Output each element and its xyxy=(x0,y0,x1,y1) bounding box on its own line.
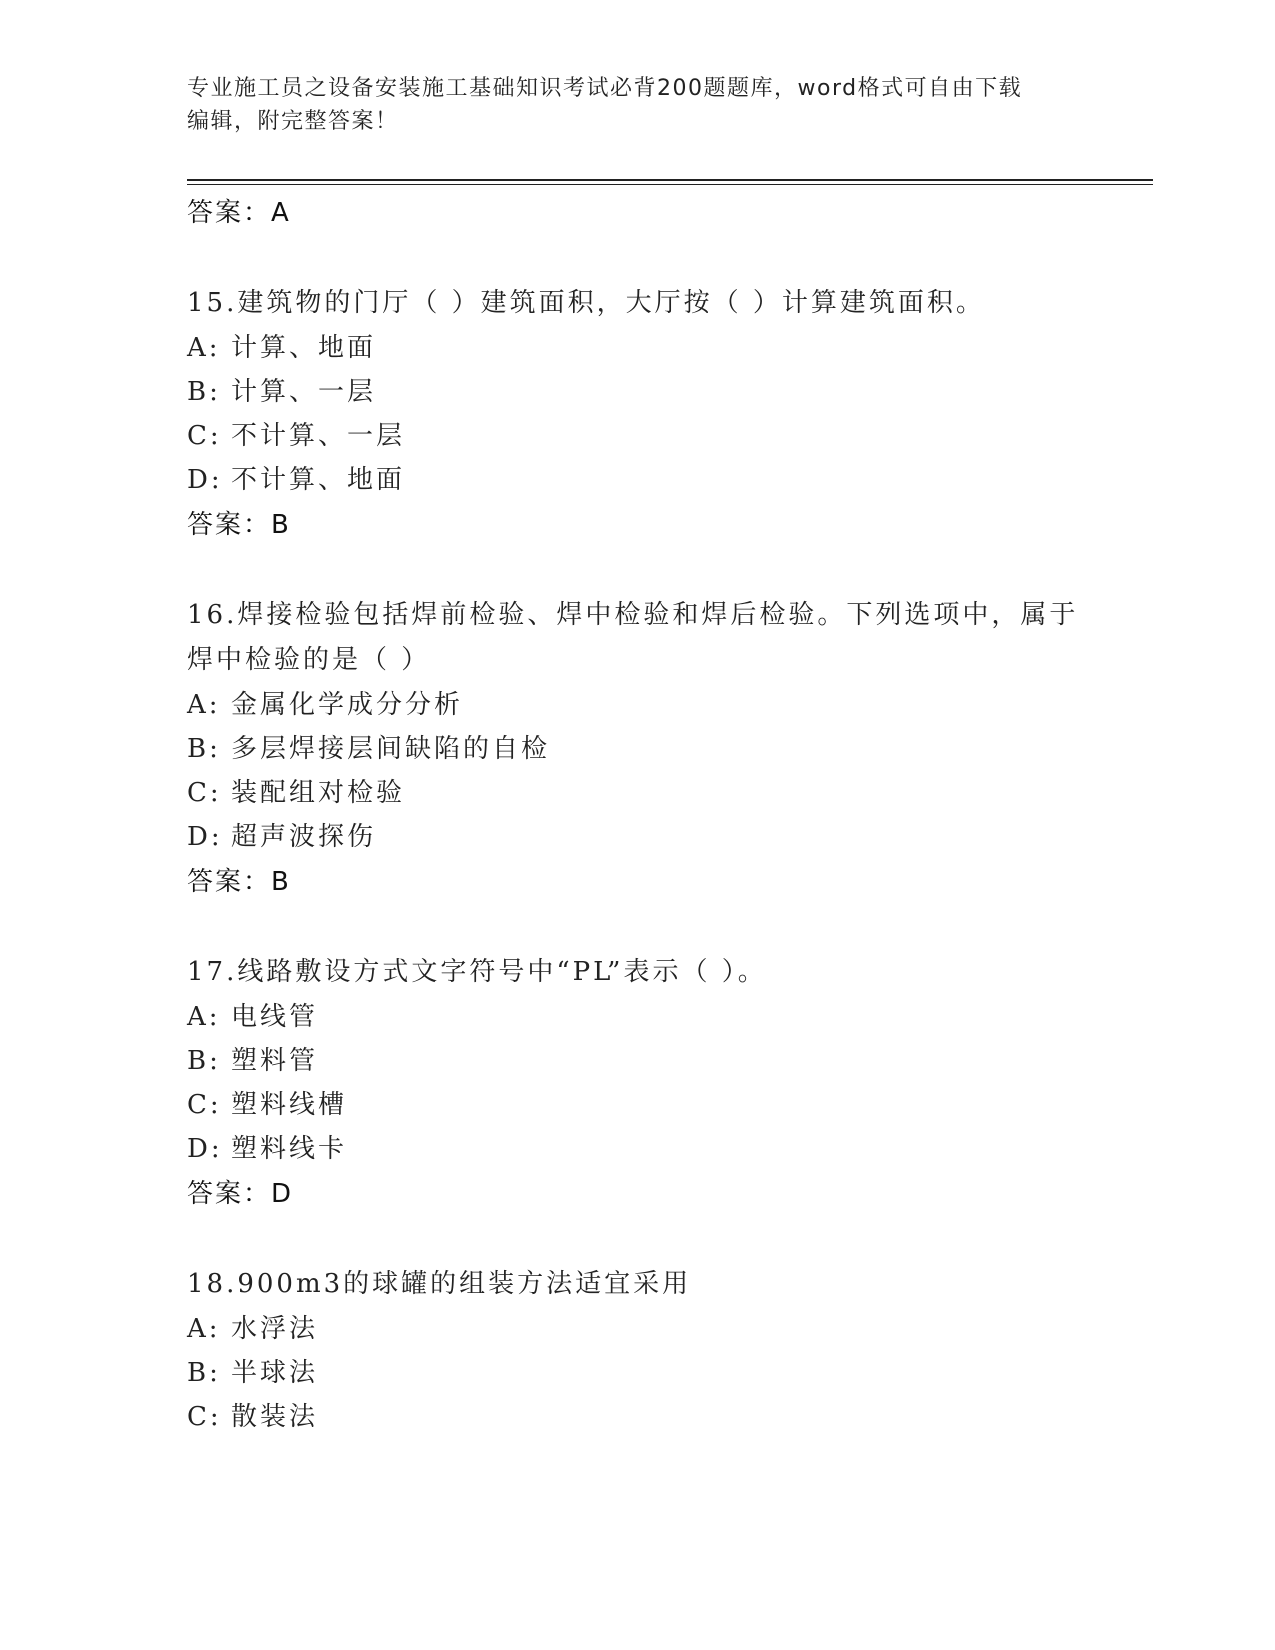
option-text: 水浮法 xyxy=(231,1314,319,1344)
option-letter: B: xyxy=(187,1046,221,1076)
option-c xyxy=(187,1084,347,1121)
option-text: 塑料管 xyxy=(231,1046,319,1076)
option-letter: A: xyxy=(187,333,221,363)
option-letter: A: xyxy=(187,1002,221,1032)
option-b xyxy=(187,371,376,408)
header-rule-thick xyxy=(187,179,1153,181)
option-b xyxy=(187,1352,318,1389)
option-text: 塑料线槽 xyxy=(231,1090,348,1120)
document-header xyxy=(187,72,1087,138)
option-letter: B: xyxy=(187,734,221,764)
option-letter: B: xyxy=(187,1358,221,1388)
option-b xyxy=(187,728,550,765)
option-text: 超声波探伤 xyxy=(231,822,377,852)
header-line-1: 专业施工员之设备安装施工基础知识考试必背200题题库，word格式可自由下载 xyxy=(187,76,1023,101)
question-stem-continued: 焊中检验的是（ ） xyxy=(187,645,431,675)
option-text: 电线管 xyxy=(231,1002,319,1032)
option-text: 半球法 xyxy=(231,1358,319,1388)
option-text: 散装法 xyxy=(231,1402,319,1432)
option-letter: D: xyxy=(187,465,223,495)
option-d xyxy=(187,1128,347,1165)
option-letter: C: xyxy=(187,421,222,451)
answer-label: 答案：A xyxy=(187,198,291,228)
option-text: 不计算、地面 xyxy=(231,465,406,495)
option-a xyxy=(187,327,376,364)
option-letter: C: xyxy=(187,778,222,808)
header-line-2: 编辑，附完整答案！ xyxy=(187,109,399,134)
option-letter: D: xyxy=(187,822,223,852)
question-stem: 18.900m3的球罐的组装方法适宜采用 xyxy=(187,1269,692,1299)
question-stem: 17.线路敷设方式文字符号中“PL”表示（ ）。 xyxy=(187,957,767,987)
option-text: 多层焊接层间缺陷的自检 xyxy=(231,734,551,764)
question-stem: 15.建筑物的门厅（ ）建筑面积，大厅按（ ）计算建筑面积。 xyxy=(187,288,985,318)
answer-label: 答案：B xyxy=(187,510,291,540)
option-letter: D: xyxy=(187,1134,223,1164)
option-c xyxy=(187,415,405,452)
option-a xyxy=(187,1308,318,1345)
option-d xyxy=(187,816,376,853)
option-text: 计算、一层 xyxy=(231,377,377,407)
option-c xyxy=(187,1396,318,1433)
header-rule-thin xyxy=(187,184,1153,185)
option-a xyxy=(187,996,318,1033)
option-letter: B: xyxy=(187,377,221,407)
option-text: 不计算、一层 xyxy=(231,421,406,451)
option-text: 装配组对检验 xyxy=(231,778,406,808)
option-d xyxy=(187,459,405,496)
option-b xyxy=(187,1040,318,1077)
option-letter: A: xyxy=(187,1314,221,1344)
option-text: 计算、地面 xyxy=(231,333,377,363)
option-c xyxy=(187,772,405,809)
option-text: 塑料线卡 xyxy=(231,1134,348,1164)
answer-label: 答案：B xyxy=(187,867,291,897)
answer-label: 答案：D xyxy=(187,1179,294,1209)
question-stem: 16.焊接检验包括焊前检验、焊中检验和焊后检验。下列选项中，属于 xyxy=(187,600,1079,630)
option-text: 金属化学成分分析 xyxy=(231,690,464,720)
option-letter: A: xyxy=(187,690,221,720)
option-letter: C: xyxy=(187,1090,222,1120)
option-a xyxy=(187,684,463,721)
option-letter: C: xyxy=(187,1402,222,1432)
